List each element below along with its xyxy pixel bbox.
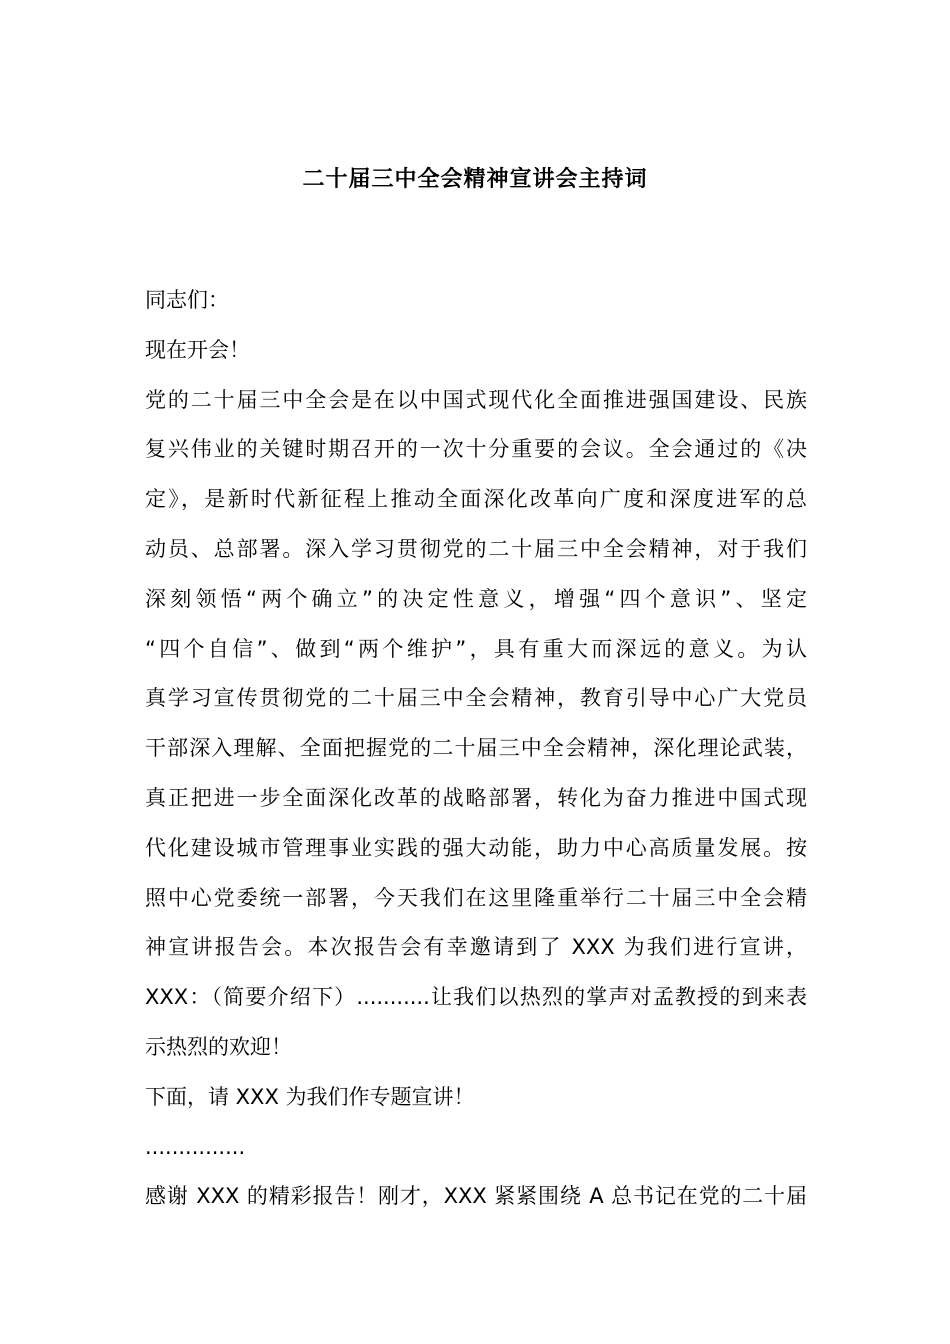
document-title: 二十届三中全会精神宣讲会主持词 xyxy=(302,167,648,192)
body-line: ............... xyxy=(145,1134,246,1159)
body-line: 深刻领悟“两个确立”的决定性意义，增强“四个意识”、坚定 xyxy=(145,586,807,611)
body-line: 真正把进一步全面深化改革的战略部署，转化为奋力推进中国式现 xyxy=(145,785,807,810)
body-line: 动员、总部署。深入学习贯彻党的二十届三中全会精神，对于我们 xyxy=(145,536,807,561)
body-line: 同志们： xyxy=(145,288,229,312)
body-line: 神宣讲报告会。本次报告会有幸邀请到了 XXX 为我们进行宣讲， xyxy=(145,935,807,960)
body-line: 真学习宣传贯彻党的二十届三中全会精神，教育引导中心广大党员 xyxy=(145,686,807,711)
body-line: 示热烈的欢迎！ xyxy=(145,1034,292,1059)
body-line: 党的二十届三中全会是在以中国式现代化全面推进强国建设、民族 xyxy=(145,387,807,412)
body-line: 定》，是新时代新征程上推动全面深化改革向广度和深度进军的总 xyxy=(145,487,807,512)
body-line: 照中心党委统一部署，今天我们在这里隆重举行二十届三中全会精 xyxy=(145,885,807,910)
body-line: 下面，请 XXX 为我们作专题宣讲！ xyxy=(145,1084,475,1109)
body-line: 感谢 XXX 的精彩报告！刚才，XXX 紧紧围绕 A 总书记在党的二十届 xyxy=(145,1184,807,1209)
body-line: 代化建设城市管理事业实践的强大动能，助力中心高质量发展。按 xyxy=(145,835,807,860)
body-line: XXX：（简要介绍下）...........让我们以热烈的掌声对孟教授的到来表 xyxy=(145,985,807,1010)
body-line: “四个自信”、做到“两个维护”，具有重大而深远的意义。为认 xyxy=(145,636,807,661)
body-line: 复兴伟业的关键时期召开的一次十分重要的会议。全会通过的《决 xyxy=(145,437,807,462)
document-body xyxy=(145,276,807,1222)
body-line: 现在开会！ xyxy=(145,337,250,362)
body-line: 干部深入理解、全面把握党的二十届三中全会精神，深化理论武装， xyxy=(145,736,807,761)
